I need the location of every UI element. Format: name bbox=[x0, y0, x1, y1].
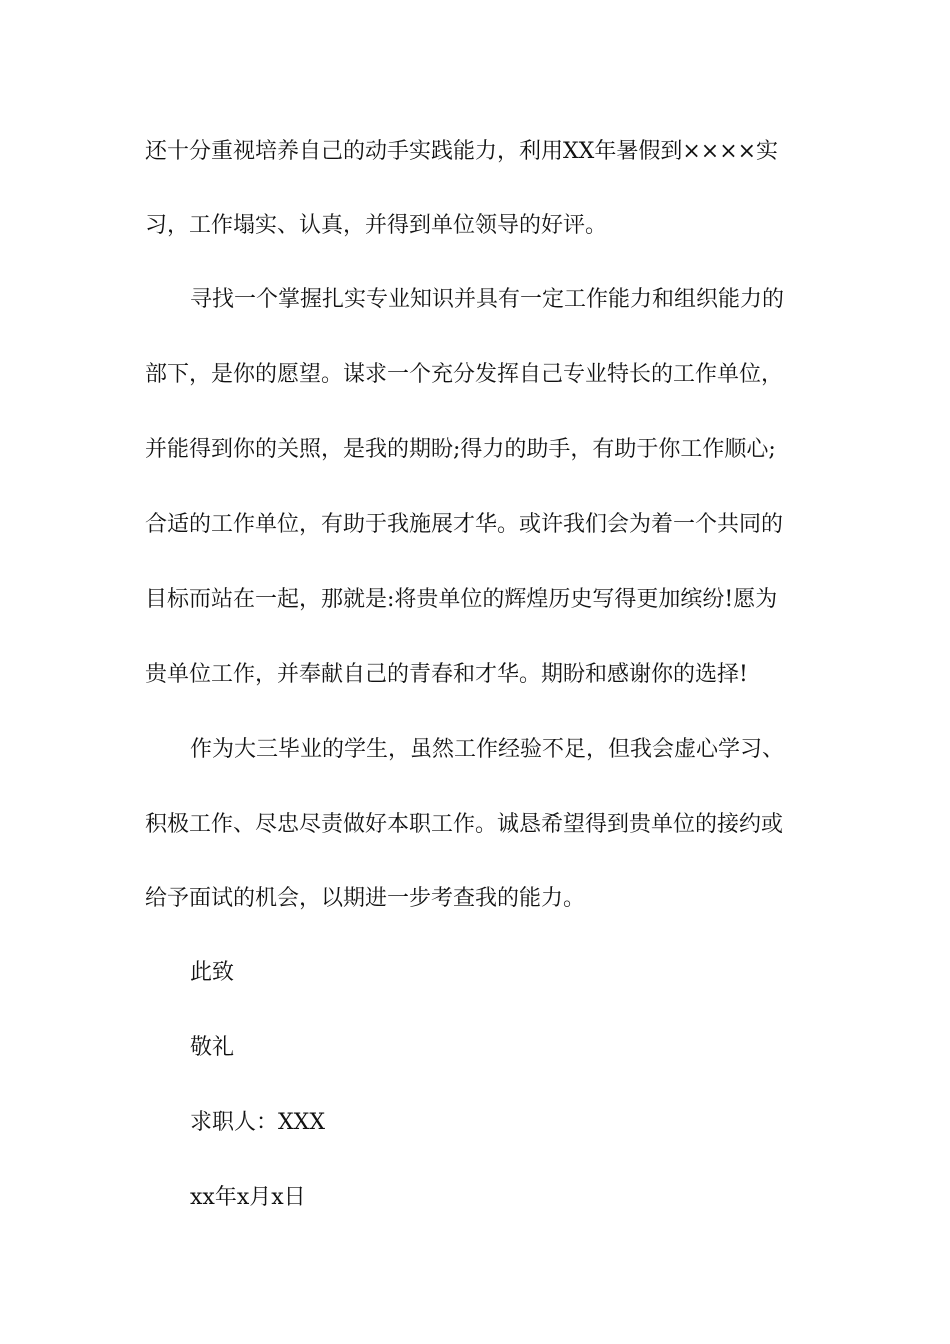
closing-salutation: 此致 bbox=[190, 960, 235, 985]
body-line-2: 习，工作塌实、认真，并得到单位领导的好评。 bbox=[145, 213, 608, 238]
body-line-9: 作为大三毕业的学生，虽然工作经验不足，但我会虚心学习、 bbox=[190, 737, 785, 762]
body-line-7: 目标而站在一起，那就是:将贵单位的辉煌历史写得更加缤纷!愿为 bbox=[145, 587, 778, 612]
body-line-4: 部下，是你的愿望。谋求一个充分发挥自己专业特长的工作单位， bbox=[145, 362, 784, 387]
body-line-6: 合适的工作单位，有助于我施展才华。或许我们会为着一个共同的 bbox=[145, 512, 784, 537]
body-line-10: 积极工作、尽忠尽责做好本职工作。诚恳希望得到贵单位的接约或 bbox=[145, 812, 784, 837]
closing-date: xx年x月x日 bbox=[190, 1185, 306, 1210]
body-line-1: 还十分重视培养自己的动手实践能力，利用XX年暑假到××××实 bbox=[145, 139, 779, 164]
closing-applicant: 求职人：XXX bbox=[190, 1110, 325, 1135]
body-line-8: 贵单位工作，并奉献自己的青春和才华。期盼和感谢你的选择! bbox=[145, 662, 748, 687]
body-line-11: 给予面试的机会，以期进一步考查我的能力。 bbox=[145, 886, 586, 911]
closing-regards: 敬礼 bbox=[190, 1035, 235, 1060]
body-line-3: 寻找一个掌握扎实专业知识并具有一定工作能力和组织能力的 bbox=[190, 287, 785, 312]
body-line-5: 并能得到你的关照，是我的期盼;得力的助手，有助于你工作顺心; bbox=[145, 437, 776, 462]
